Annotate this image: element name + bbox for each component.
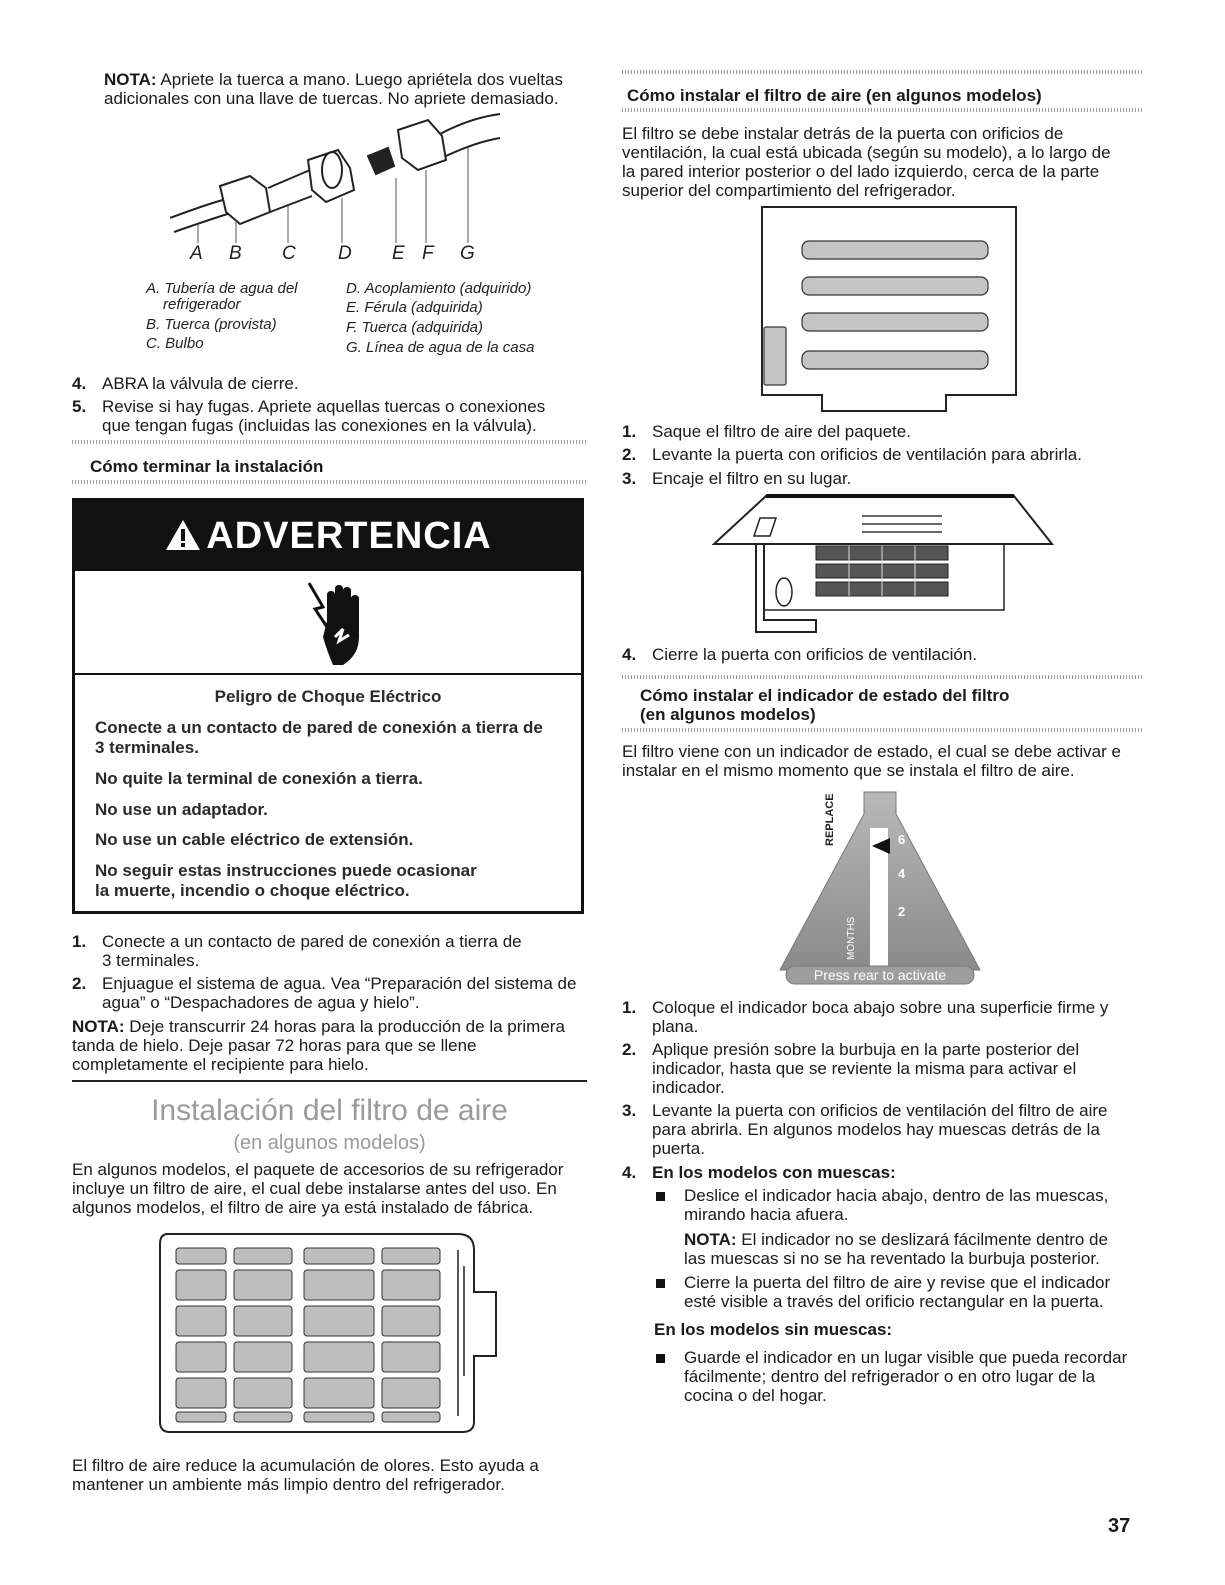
bullet-icon: [656, 1279, 665, 1288]
divider: [72, 440, 587, 444]
warning-title: ADVERTENCIA: [206, 515, 492, 557]
finish-install-heading: Cómo terminar la instalación: [90, 457, 324, 476]
warning-box: ADVERTENCIA Peligro de Choque Eléctrico Conecte a un contacto de pared de conexión a tierra de 3 terminales. No quite la terminal de conexión a tierra. No use un adaptador. No use un cable eléctrico de extensión. No seguir estas instrucciones puede ocasionar la muerte, incendio o choque eléctrico.: [72, 498, 584, 914]
divider: [622, 675, 1142, 679]
note-nut-tighten: NOTA: Apriete la tuerca a mano. Luego apriétela dos vueltas adicionales con una llave de tuercas. No apriete demasiado.: [104, 70, 563, 108]
section-title: Instalación del filtro de aire: [151, 1094, 508, 1127]
note-notch-bubble: NOTA: El indicador no se deslizará fácilmente dentro de las muescas si no se ha reventado la burbuja posterior.: [684, 1230, 1108, 1268]
water-line-connection-diagram: [170, 108, 500, 248]
indicator-num-2: 2: [898, 904, 906, 919]
page-number: 37: [1108, 1515, 1131, 1537]
diagram-letter-b: B: [229, 243, 242, 264]
filter-installed-illustration: [712, 492, 1054, 640]
bullet-close-door: Cierre la puerta del filtro de aire y revise que el indicador esté visible a través del orificio rectangular en la puerta.: [684, 1273, 1111, 1311]
divider: [72, 480, 587, 484]
electric-shock-hand-icon: [307, 581, 363, 667]
section-subtitle: (en algunos modelos): [233, 1132, 426, 1154]
filter-status-indicator: [770, 788, 990, 986]
bullet-slide-indicator: Deslice el indicador hacia abajo, dentro de las muescas, mirando hacia afuera.: [684, 1186, 1109, 1224]
diagram-letter-f: F: [422, 243, 434, 264]
install-location-paragraph: El filtro se debe instalar detrás de la puerta con orificios de ventilación, la cual está ubicada (según su modelo), a lo largo de la pared interior posterior o del lado izquierdo, cerca de la parte superior del compartimiento del refrigerador.: [622, 124, 1111, 200]
diagram-letter-g: G: [460, 243, 475, 264]
divider: [622, 70, 1142, 74]
indicator-press-label: Press rear to activate: [813, 967, 947, 983]
indicator-num-6: 6: [898, 832, 906, 847]
diagram-letter-c: C: [282, 243, 296, 264]
indicator-replace-label: REPLACE: [824, 793, 836, 846]
bullet-icon: [656, 1192, 665, 1201]
closing-paragraph: El filtro de aire reduce la acumulación de olores. Esto ayuda a mantener un ambiente más limpio dentro del refrigerador.: [72, 1456, 539, 1494]
air-filter-illustration: [158, 1226, 500, 1436]
note-ice-production: NOTA: Deje transcurrir 24 horas para la producción de la primera tanda de hielo. Deje pasar 72 horas para que se llene completamente el recipiente para hielo.: [72, 1017, 565, 1074]
bullet-store-indicator: Guarde el indicador en un lugar visible que pueda recordar fácilmente; dentro del refrigerador o en otro lugar de la cocina o del hogar.: [684, 1348, 1128, 1405]
indicator-num-4: 4: [898, 866, 906, 881]
divider: [622, 108, 1142, 112]
hazard-title: Peligro de Choque Eléctrico: [214, 687, 442, 706]
indicator-triangle: [770, 788, 990, 986]
no-notch-heading: En los modelos sin muescas:: [654, 1320, 893, 1339]
intro-paragraph: En algunos modelos, el paquete de accesorios de su refrigerador incluye un filtro de aire, el cual debe instalarse antes del uso. En algunos modelos, el filtro de aire ya está instalado de fábrica.: [72, 1160, 564, 1217]
vent-door-illustration: [758, 205, 1020, 415]
warning-separator: [75, 673, 581, 675]
diagram-letter-d: D: [338, 243, 352, 264]
diagram-letter-e: E: [392, 243, 405, 264]
warning-header: [75, 501, 581, 571]
indicator-months-label: MONTHS: [846, 916, 857, 960]
section-rule: [72, 1080, 587, 1082]
warning-triangle-icon: [164, 518, 202, 552]
indicator-paragraph: El filtro viene con un indicador de estado, el cual se debe activar e instalar en el mismo momento que se instala el filtro de aire.: [622, 742, 1121, 780]
indicator-heading: Cómo instalar el indicador de estado del filtro (en algunos modelos): [640, 686, 1010, 724]
divider: [622, 728, 1142, 732]
install-filter-heading: Cómo instalar el filtro de aire (en algunos modelos): [627, 86, 1042, 105]
diagram-letter-a: A: [190, 243, 203, 264]
bullet-icon: [656, 1354, 665, 1363]
